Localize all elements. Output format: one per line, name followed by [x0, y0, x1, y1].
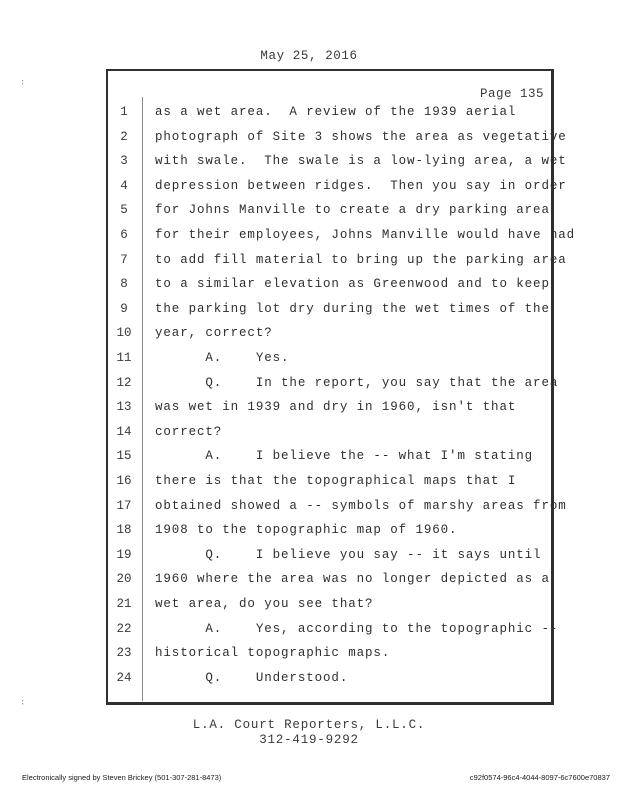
line-number: 5 [120, 203, 128, 217]
scan-mark-top-left: ∶ [20, 78, 26, 88]
transcript-line: with swale. The swale is a low-lying area, a wet [155, 154, 567, 168]
transcript-line: Q. I believe you say -- it says until [155, 548, 542, 562]
page-number: Page 135 [479, 87, 544, 101]
transcript-line: correct? [155, 425, 223, 439]
line-number: 9 [120, 302, 128, 316]
line-number: 21 [116, 597, 132, 611]
transcript-line: Q. Understood. [155, 671, 349, 685]
line-number: 7 [120, 253, 128, 267]
line-number: 23 [116, 646, 132, 660]
transcript-line: to add fill material to bring up the parking area [155, 253, 567, 267]
line-number: 2 [120, 130, 128, 144]
transcript-line: there is that the topographical maps that I [155, 474, 517, 488]
line-number: 17 [116, 499, 132, 513]
line-number: 11 [116, 351, 132, 365]
line-number: 15 [116, 449, 132, 463]
line-number: 24 [116, 671, 132, 685]
line-number: 22 [116, 622, 132, 636]
line-number: 3 [120, 154, 128, 168]
document-id: c92f0574-96c4-4044-8097-6c7600e70837 [469, 773, 610, 782]
page-date: May 25, 2016 [260, 49, 358, 63]
transcript-line: A. Yes. [155, 351, 290, 365]
line-number: 6 [120, 228, 128, 242]
line-number: 1 [120, 105, 128, 119]
line-number: 10 [116, 326, 132, 340]
line-number: 14 [116, 425, 132, 439]
line-number: 13 [116, 400, 132, 414]
transcript-line: historical topographic maps. [155, 646, 391, 660]
transcript-line: 1960 where the area was no longer depicted as a [155, 572, 550, 586]
transcript-line: Q. In the report, you say that the area [155, 376, 559, 390]
line-number: 8 [120, 277, 128, 291]
court-reporter-name: L.A. Court Reporters, L.L.C. [192, 718, 426, 732]
line-number: 20 [116, 572, 132, 586]
transcript-line: depression between ridges. Then you say in order [155, 179, 567, 193]
transcript-line: was wet in 1939 and dry in 1960, isn't that [155, 400, 517, 414]
transcript-line: the parking lot dry during the wet times of the [155, 302, 550, 316]
line-number: 19 [116, 548, 132, 562]
line-number: 4 [120, 179, 128, 193]
transcript-line: A. Yes, according to the topographic -- [155, 622, 559, 636]
line-number: 18 [116, 523, 132, 537]
line-number: 12 [116, 376, 132, 390]
transcript-line: 1908 to the topographic map of 1960. [155, 523, 458, 537]
transcript-line: to a similar elevation as Greenwood and to keep [155, 277, 550, 291]
court-reporter-phone: 312-419-9292 [259, 733, 359, 747]
transcript-line: year, correct? [155, 326, 273, 340]
transcript-line: A. I believe the -- what I'm stating [155, 449, 534, 463]
line-number-margin-rule [142, 97, 143, 701]
transcript-line: as a wet area. A review of the 1939 aerial [155, 105, 517, 119]
transcript-line: obtained showed a -- symbols of marshy areas from [155, 499, 567, 513]
line-number: 16 [116, 474, 132, 488]
electronic-signature-note: Electronically signed by Steven Brickey (501-307-281-8473) [22, 773, 222, 782]
transcript-line: for their employees, Johns Manville would have had [155, 228, 576, 242]
scan-mark-bottom-left: ∶ [20, 698, 26, 708]
transcript-line: for Johns Manville to create a dry parking area [155, 203, 550, 217]
transcript-line: photograph of Site 3 shows the area as vegetative [155, 130, 567, 144]
transcript-line: wet area, do you see that? [155, 597, 374, 611]
